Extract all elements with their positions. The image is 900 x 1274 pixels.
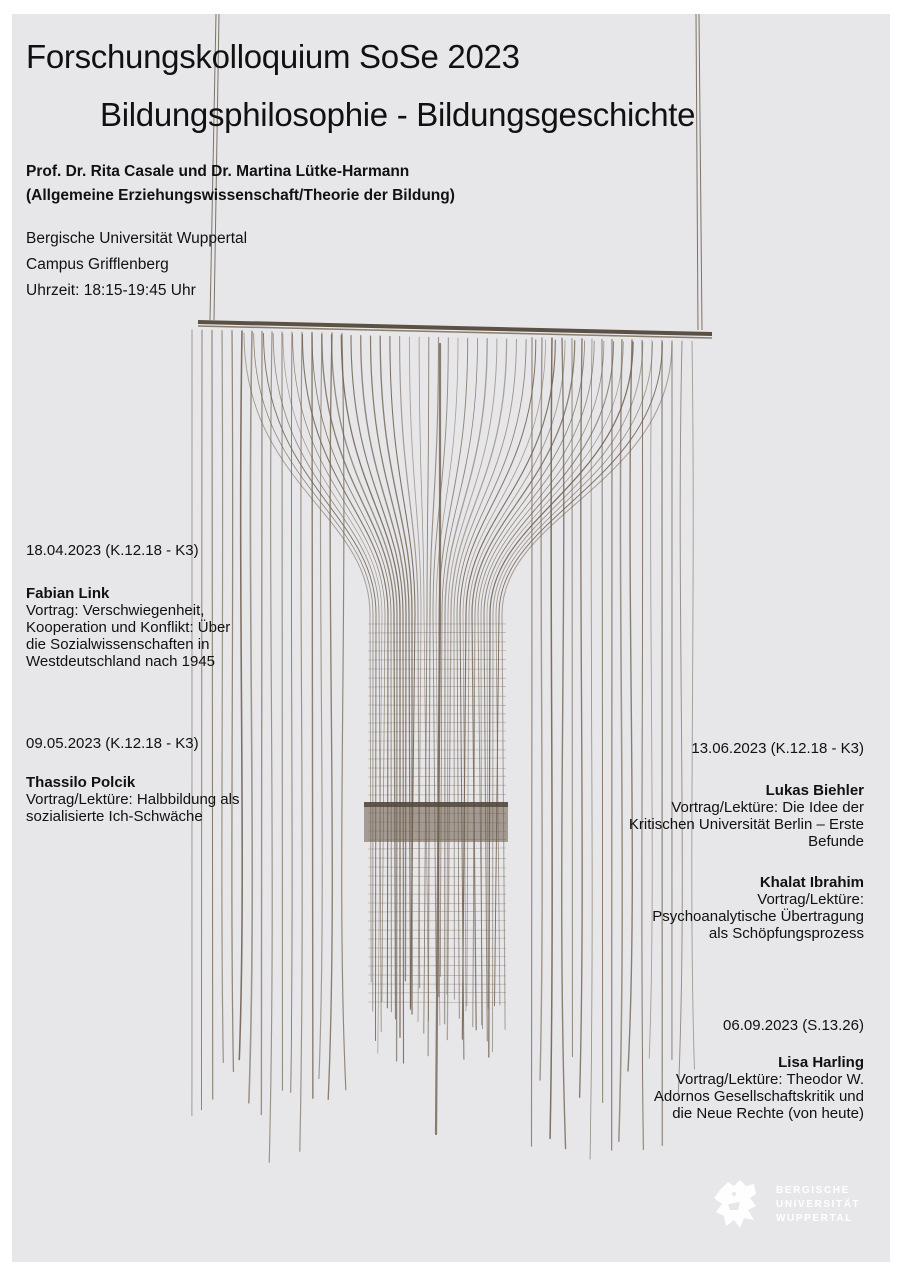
- weft-line: [368, 659, 506, 660]
- thread-strand: [232, 331, 234, 1072]
- thread-strand: [550, 338, 552, 1138]
- speaker-name: Khalat Ibrahim: [759, 874, 864, 891]
- venue-info: [26, 226, 247, 304]
- talk-line: Vortrag/Lektüre:: [757, 891, 864, 908]
- session-entry: [652, 874, 864, 942]
- session-date: 13.06.2023 (K.12.18 - K3): [691, 740, 864, 757]
- speaker-name: Thassilo Polcik: [26, 774, 136, 791]
- weft-line: [368, 858, 506, 859]
- weft-line: [368, 876, 506, 877]
- organizers-names: Prof. Dr. Rita Casale und Dr. Martina Lütke-Harmann: [26, 163, 410, 180]
- thread-strand: [590, 339, 592, 1159]
- thread-strand: [300, 332, 302, 1151]
- thread-strand: [212, 330, 213, 1099]
- weft-line: [368, 885, 506, 886]
- thread-strand: [342, 333, 346, 1089]
- venue-campus: Campus Grifflenberg: [26, 256, 169, 273]
- thread-strand: [244, 333, 371, 982]
- thread-strands: [192, 330, 695, 1163]
- talk-line: Vortrag: Verschwiegenheit,: [26, 602, 205, 619]
- talk-line: Westdeutschland nach 1945: [26, 653, 216, 670]
- talk-line: Vortrag/Lektüre: Die Idee der: [671, 799, 864, 816]
- page-subtitle: Bildungsphilosophie - Bildungsgeschichte: [100, 96, 696, 133]
- talk-line: Psychoanalytische Übertragung: [652, 908, 864, 925]
- talk-line: Befunde: [808, 833, 864, 850]
- talk-line: sozialisierte Ich-Schwäche: [26, 808, 203, 825]
- thread-strand: [678, 341, 682, 1093]
- organizers-department: (Allgemeine Erziehungswissenschaft/Theorie der Bildung): [26, 187, 455, 204]
- session-date: 06.09.2023 (S.13.26): [723, 1017, 864, 1034]
- hanging-rod: [198, 322, 712, 338]
- talk-line: Vortrag/Lektüre: Halbbildung als: [26, 791, 240, 808]
- thread-strand: [239, 331, 242, 1059]
- thread-strand: [312, 333, 313, 1099]
- venue-time: Uhrzeit: 18:15-19:45 Uhr: [26, 282, 196, 299]
- thread-strand: [361, 336, 406, 981]
- speaker-name: Fabian Link: [26, 585, 110, 602]
- logo-line: UNIVERSITÄT: [776, 1199, 861, 1210]
- talk-line: Kritischen Universität Berlin – Erste: [628, 816, 864, 833]
- logo-line: BERGISCHE: [776, 1185, 850, 1196]
- talk-line: die Sozialwissenschaften in: [26, 636, 210, 653]
- thread-strand: [562, 338, 566, 1148]
- talk-line: Adornos Gesellschaftskritik und: [653, 1088, 864, 1105]
- session-entry: [654, 1054, 864, 1122]
- talk-line: als Schöpfungsprozess: [708, 925, 864, 942]
- session-date: 09.05.2023 (K.12.18 - K3): [26, 735, 199, 752]
- thread-strand: [502, 343, 672, 1029]
- university-logo-text: [776, 1184, 860, 1226]
- organizers: [26, 160, 455, 208]
- session-entry: [26, 774, 239, 825]
- talk-line: die Neue Rechte (von heute): [672, 1105, 864, 1122]
- thread-strand: [269, 332, 272, 1163]
- poster: [12, 14, 890, 1262]
- page-title: Forschungskolloquium SoSe 2023: [26, 38, 520, 75]
- talk-line: Vortrag/Lektüre: Theodor W.: [675, 1071, 864, 1088]
- thread-strand: [291, 332, 292, 1092]
- session-entry: [26, 585, 230, 670]
- thread-strand: [436, 344, 440, 1134]
- thread-strand: [602, 339, 603, 1102]
- thread-strand: [202, 330, 203, 1110]
- thread-strand: [302, 334, 388, 1008]
- venue-university: Bergische Universität Wuppertal: [26, 230, 248, 247]
- talk-line: Kooperation und Konflikt: Über: [26, 619, 231, 636]
- weft-line: [368, 992, 506, 993]
- thread-strand: [273, 334, 381, 1032]
- thread-strand: [642, 340, 643, 1149]
- thread-strand: [222, 331, 223, 1063]
- speaker-name: Lukas Biehler: [765, 782, 864, 799]
- logo-line: WUPPERTAL: [776, 1213, 853, 1224]
- thread-strand: [649, 340, 652, 1058]
- thread-strand: [531, 338, 532, 1147]
- speaker-name: Lisa Harling: [778, 1054, 864, 1071]
- thread-strand: [692, 341, 695, 1069]
- session-date: 18.04.2023 (K.12.18 - K3): [26, 542, 199, 559]
- weft-line: [368, 632, 506, 633]
- thread-strand: [261, 331, 262, 1114]
- session-entry: [629, 782, 864, 850]
- weft-line: [368, 903, 506, 904]
- thread-strand: [484, 342, 614, 1041]
- weft-line: [368, 686, 506, 687]
- thread-strand: [249, 331, 252, 1103]
- thread-strand: [371, 336, 411, 1009]
